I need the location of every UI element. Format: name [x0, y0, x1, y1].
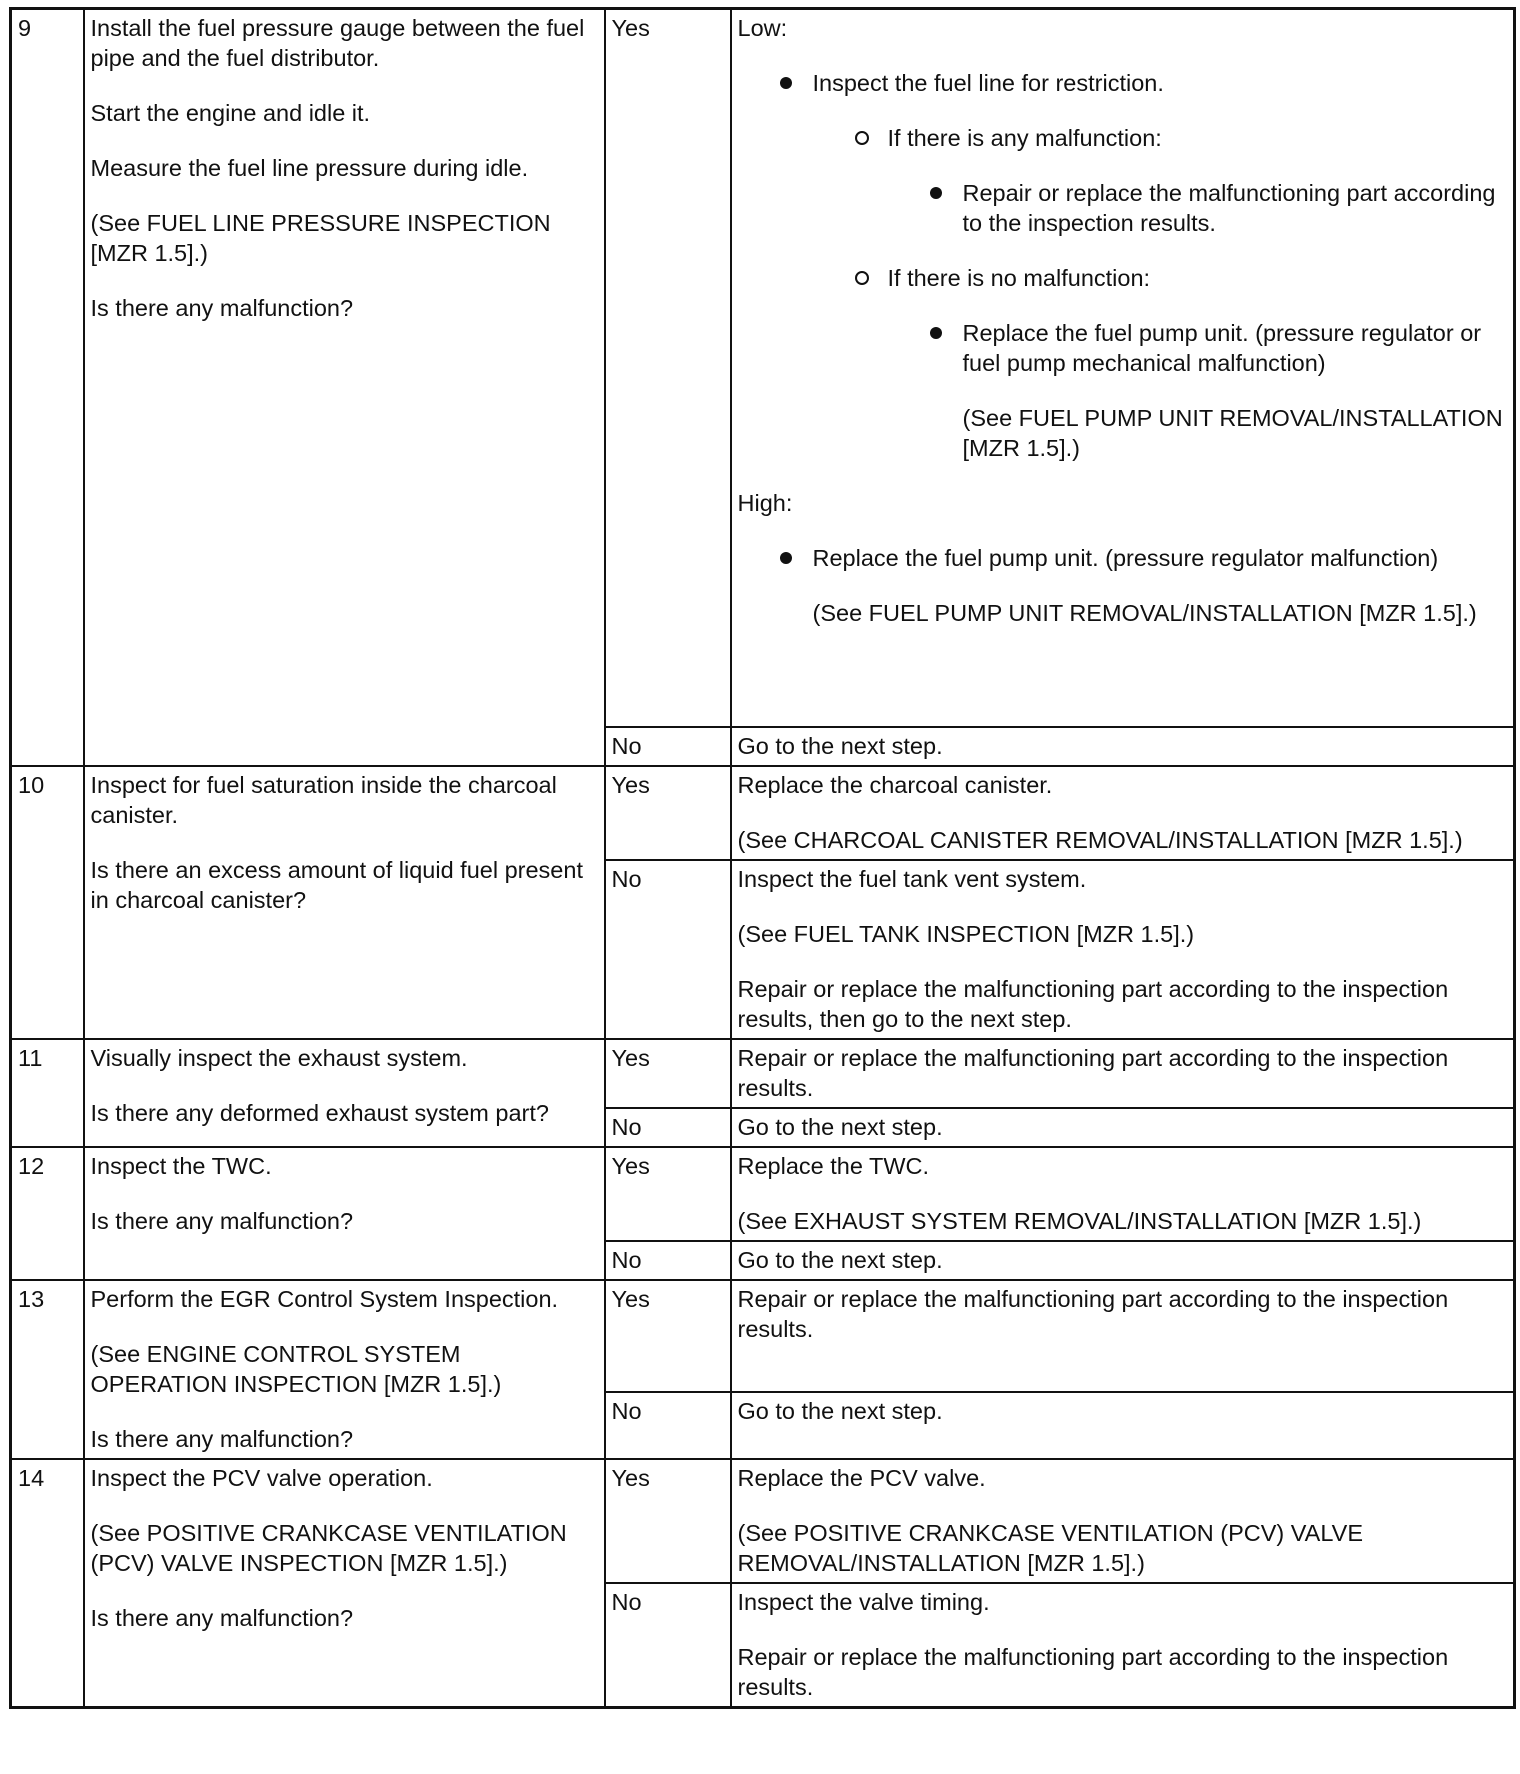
action-cell [731, 727, 1515, 766]
inspection-reference: (See POSITIVE CRANKCASE VENTILATION (PCV) VALVE INSPECTION [MZR 1.5].) [90, 1520, 567, 1576]
action-text: Go to the next step. [737, 733, 943, 759]
step-number: 11 [11, 1039, 84, 1147]
action-cell [731, 9, 1515, 728]
action-text: Replace the fuel pump unit. (pressure regulator or fuel pump mechanical malfunction) [962, 320, 1482, 376]
inspection-cell [84, 9, 605, 767]
inspection-text: Inspect the TWC. [90, 1153, 272, 1179]
result-yes: Yes [605, 1280, 731, 1392]
action-text: Go to the next step. [737, 1114, 943, 1140]
step-number: 14 [11, 1459, 84, 1708]
result-yes: Yes [605, 9, 731, 728]
inspection-text: Start the engine and idle it. [90, 100, 371, 126]
table-row [11, 1280, 1515, 1392]
table-row [11, 766, 1515, 860]
result-no: No [605, 1241, 731, 1280]
table-row [11, 9, 1515, 728]
action-cell [731, 1039, 1515, 1108]
low-label: Low: [737, 15, 788, 41]
list-item [738, 68, 1507, 98]
list-item [738, 123, 1507, 153]
result-yes: Yes [605, 1147, 731, 1241]
step-number: 12 [11, 1147, 84, 1280]
action-text: Repair or replace the malfunctioning part according to the inspection results, then go to the next step. [737, 976, 1449, 1032]
action-cell [731, 1147, 1515, 1241]
bullet-icon [780, 77, 792, 89]
bullet-icon [780, 552, 792, 564]
result-no: No [605, 1108, 731, 1147]
inspection-text: Measure the fuel line pressure during idle. [90, 155, 529, 181]
action-text: Replace the charcoal canister. [737, 772, 1053, 798]
action-text: Inspect the valve timing. [737, 1589, 990, 1615]
inspection-cell [84, 1459, 605, 1708]
high-label: High: [737, 490, 793, 516]
result-no: No [605, 727, 731, 766]
action-text: Repair or replace the malfunctioning part according to the inspection results. [737, 1286, 1449, 1342]
action-reference: (See CHARCOAL CANISTER REMOVAL/INSTALLATION [MZR 1.5].) [737, 827, 1463, 853]
action-text: Repair or replace the malfunctioning part according to the inspection results. [737, 1644, 1449, 1700]
inspection-question: Is there any malfunction? [90, 1605, 354, 1631]
action-cell [731, 1280, 1515, 1392]
inspection-reference: (See FUEL LINE PRESSURE INSPECTION [MZR 1.5].) [90, 210, 551, 266]
action-text: Replace the PCV valve. [737, 1465, 986, 1491]
action-text: Inspect the fuel line for restriction. [812, 70, 1164, 96]
inspection-reference: (See ENGINE CONTROL SYSTEM OPERATION INSPECTION [MZR 1.5].) [90, 1341, 502, 1397]
action-text: Repair or replace the malfunctioning part according to the inspection results. [962, 180, 1496, 236]
inspection-question: Is there any malfunction? [90, 1208, 354, 1234]
result-yes: Yes [605, 766, 731, 860]
action-reference: (See POSITIVE CRANKCASE VENTILATION (PCV) VALVE REMOVAL/INSTALLATION [MZR 1.5].) [737, 1520, 1364, 1576]
action-text: Replace the TWC. [737, 1153, 930, 1179]
condition-text: If there is no malfunction: [887, 265, 1151, 291]
step-number: 10 [11, 766, 84, 1039]
list-item [738, 263, 1507, 293]
action-reference: (See FUEL PUMP UNIT REMOVAL/INSTALLATION [MZR 1.5].) [962, 405, 1503, 461]
list-item [738, 543, 1507, 628]
action-cell [731, 1241, 1515, 1280]
result-no: No [605, 860, 731, 1039]
action-text: Replace the fuel pump unit. (pressure regulator malfunction) [812, 545, 1439, 571]
result-yes: Yes [605, 1459, 731, 1583]
inspection-question: Is there any malfunction? [90, 295, 354, 321]
step-number: 13 [11, 1280, 84, 1459]
action-text: Inspect the fuel tank vent system. [737, 866, 1087, 892]
list-item [738, 318, 1507, 463]
inspection-text: Install the fuel pressure gauge between the fuel pipe and the fuel distributor. [90, 15, 585, 71]
ring-bullet-icon [855, 131, 869, 145]
result-no: No [605, 1583, 731, 1708]
inspection-text: Inspect the PCV valve operation. [90, 1465, 433, 1491]
inspection-cell [84, 1147, 605, 1280]
bullet-icon [930, 327, 942, 339]
inspection-cell [84, 1039, 605, 1147]
action-reference: (See EXHAUST SYSTEM REMOVAL/INSTALLATION [MZR 1.5].) [737, 1208, 1422, 1234]
result-yes: Yes [605, 1039, 731, 1108]
ring-bullet-icon [855, 271, 869, 285]
diagnostic-procedure-table [9, 7, 1516, 1709]
bullet-icon [930, 187, 942, 199]
inspection-text: Inspect for fuel saturation inside the charcoal canister. [90, 772, 557, 828]
action-cell [731, 860, 1515, 1039]
result-no: No [605, 1392, 731, 1459]
inspection-cell [84, 766, 605, 1039]
table-row [11, 1459, 1515, 1583]
list-item [738, 178, 1507, 238]
inspection-question: Is there an excess amount of liquid fuel present in charcoal canister? [90, 857, 583, 913]
action-reference: (See FUEL TANK INSPECTION [MZR 1.5].) [737, 921, 1195, 947]
table-row [11, 1147, 1515, 1241]
action-cell [731, 1459, 1515, 1583]
inspection-question: Is there any malfunction? [90, 1426, 354, 1452]
action-cell [731, 1392, 1515, 1459]
action-text: Go to the next step. [737, 1247, 943, 1273]
action-reference: (See FUEL PUMP UNIT REMOVAL/INSTALLATION [MZR 1.5].) [812, 600, 1477, 626]
inspection-text: Perform the EGR Control System Inspection. [90, 1286, 559, 1312]
condition-text: If there is any malfunction: [887, 125, 1162, 151]
inspection-question: Is there any deformed exhaust system part? [90, 1100, 549, 1126]
action-text: Repair or replace the malfunctioning part according to the inspection results. [737, 1045, 1449, 1101]
action-text: Go to the next step. [737, 1398, 943, 1424]
action-cell [731, 1108, 1515, 1147]
action-cell [731, 766, 1515, 860]
step-number: 9 [11, 9, 84, 767]
table-row [11, 1039, 1515, 1108]
inspection-text: Visually inspect the exhaust system. [90, 1045, 468, 1071]
inspection-cell [84, 1280, 605, 1459]
action-cell [731, 1583, 1515, 1708]
